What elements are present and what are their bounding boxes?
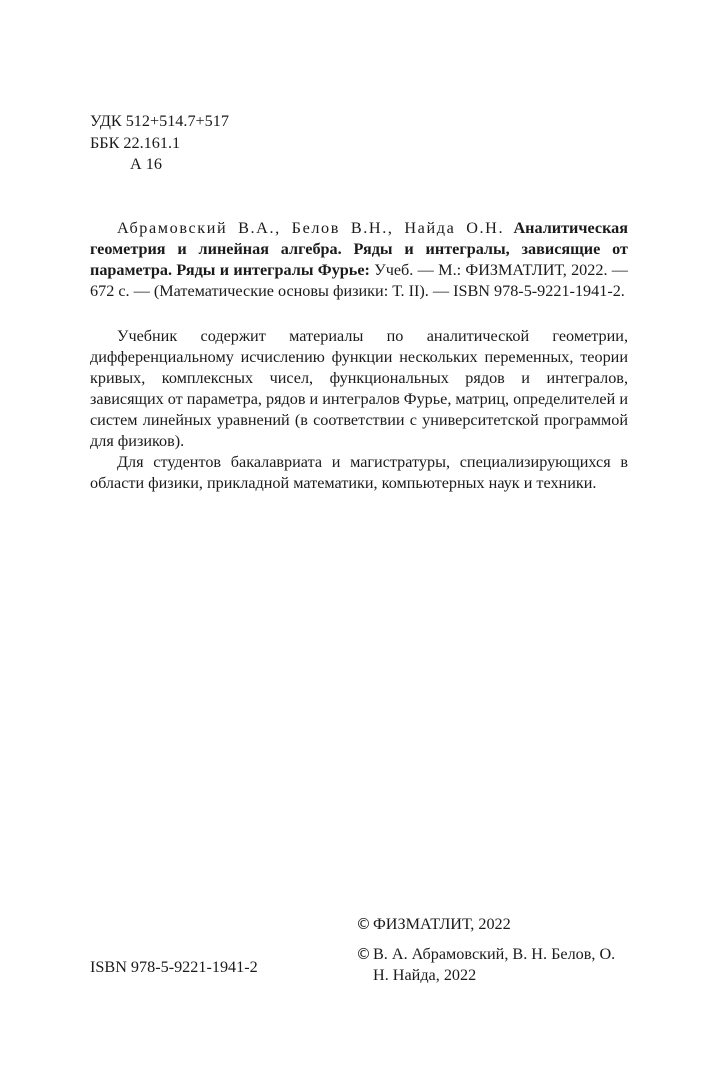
annotation xyxy=(90,326,628,494)
author-sign: А 16 xyxy=(130,155,162,173)
book-title: Аналитическая геометрия и линейная алгебра. Ряды и интегралы, зависящие от параметра. Ряды и интегралы Фурье: xyxy=(90,219,629,279)
annotation-paragraph-audience: Для студентов бакалавриата и магистратуры, специализирующихся в области физики, прикладной математики, компьютерных наук и техники. xyxy=(90,453,628,492)
copyright-publisher xyxy=(356,914,636,935)
isbn: ISBN 978-5-9221-1941-2 xyxy=(90,958,258,976)
copyright-icon: © xyxy=(356,945,371,963)
bibliographic-record xyxy=(90,218,628,302)
copyright-authors-text: В. А. Абрамовский, В. Н. Белов, О. Н. Найда, 2022 xyxy=(373,945,616,984)
bbk-code: ББК 22.161.1 xyxy=(90,133,181,152)
copyright-block xyxy=(356,914,636,986)
udk-code: УДК 512+514.7+517 xyxy=(90,112,229,130)
copyright-authors xyxy=(356,944,636,986)
classification-block xyxy=(90,111,390,176)
authors: Абрамовский В.А., Белов В.Н., Найда О.Н. xyxy=(117,219,505,237)
copyright-publisher-text: ФИЗМАТЛИТ, 2022 xyxy=(373,915,511,933)
copyright-icon: © xyxy=(356,915,371,933)
imprint: Учеб. — М.: ФИЗМАТЛИТ, 2022. — 672 с. — (Математические основы физики: Т. II). — ISBN 978-5-9221-1941-2. xyxy=(90,261,628,300)
annotation-paragraph-content: Учебник содержит материалы по аналитической геометрии, дифференциальному исчислению функции нескольких переменных, теории кривых, комплексных чисел, функциональных рядов и интегралов, зависящих от параметра, рядов и интегралов Фурье, матриц, определителей и систем линейных уравнений (в соответствии с университетской программой для физиков). xyxy=(90,327,628,450)
